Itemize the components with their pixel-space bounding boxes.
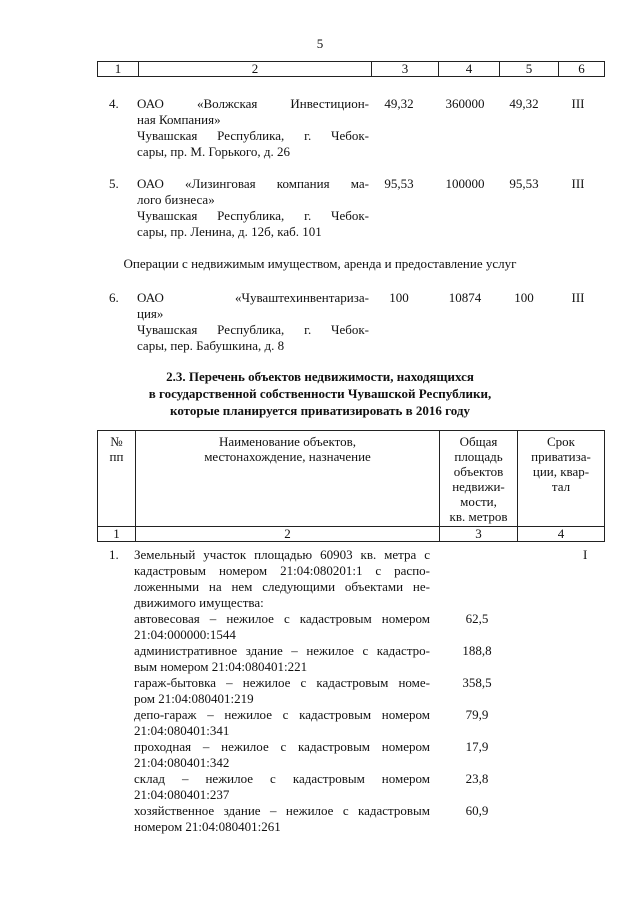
description-line: Чувашская Республика, г. Чебок- — [137, 208, 369, 223]
description-line: сары, пр. М. Горького, д. 26 — [137, 144, 291, 159]
quarter-value: I — [583, 547, 588, 562]
description-line: ОАО «Волжская Инвестицион- — [137, 96, 369, 111]
col-number: 3 — [372, 62, 439, 77]
description-line: ОАО «Чуваштехинвентаризa- — [137, 290, 369, 305]
col-number: 4 — [518, 527, 605, 542]
header-number: № пп — [98, 431, 136, 527]
cell-value: III — [571, 290, 585, 305]
cell-value: 100000 — [445, 176, 485, 191]
cell-value: III — [571, 176, 585, 191]
description-line: сары, пр. Ленина, д. 12б, каб. 101 — [137, 224, 322, 239]
heading-line: в государственной собственности Чувашской Республики, — [148, 386, 492, 401]
cell-value: 49,32 — [384, 96, 414, 111]
object-area: 188,8 — [462, 643, 492, 658]
header-term: Срок приватиза- ции, квар- тал — [518, 431, 605, 527]
object-item: проходная – нежилое с кадастровым номером 21:04:080401:342 — [134, 739, 430, 770]
cell-value: III — [571, 96, 585, 111]
row-number: 6. — [109, 290, 119, 305]
description-line: ОАО «Лизинговая компания ма- — [137, 176, 369, 191]
object-area: 23,8 — [465, 771, 489, 786]
company-description — [137, 96, 369, 160]
col-number: 5 — [500, 62, 559, 77]
company-description — [137, 290, 369, 354]
description-line: ция» — [137, 306, 164, 321]
table2-header — [97, 430, 605, 542]
object-area: 62,5 — [465, 611, 489, 626]
section-heading — [0, 368, 640, 419]
object-area: 60,9 — [465, 803, 489, 818]
object-item: хозяйственное здание – нежилое с кадастровым номером 21:04:080401:261 — [134, 803, 430, 834]
col-number: 2 — [136, 527, 440, 542]
object-area: 79,9 — [465, 707, 489, 722]
col-number: 4 — [439, 62, 500, 77]
col-number: 6 — [559, 62, 605, 77]
col-number: 1 — [98, 62, 139, 77]
description-line: сары, пер. Бабушкина, д. 8 — [137, 338, 285, 353]
header-area: Общая площадь объектов недвижи- мости, кв. метров — [440, 431, 518, 527]
cell-value: 95,53 — [384, 176, 414, 191]
row-number: 5. — [109, 176, 119, 191]
section-label: Операции с недвижимым имуществом, аренда и предоставление услуг — [123, 256, 517, 271]
cell-value: 95,53 — [509, 176, 539, 191]
col-number: 2 — [139, 62, 372, 77]
object-item: депо-гараж – нежилое с кадастровым номером 21:04:080401:341 — [134, 707, 430, 738]
row-number: 4. — [109, 96, 119, 111]
heading-line: 2.3. Перечень объектов недвижимости, находящихся — [166, 369, 474, 384]
land-plot-description: Земельный участок площадью 60903 кв. метра с кадастровым номером 21:04:080201:1 с распо- ложенными на нем следующими объектами не- движимого имущества: — [134, 547, 430, 610]
object-item: административное здание – нежилое с кадастро- вым номером 21:04:080401:221 — [134, 643, 430, 674]
object-item: автовесовая – нежилое с кадастровым номером 21:04:000000:1544 — [134, 611, 430, 642]
description-line: Чувашская Республика, г. Чебок- — [137, 322, 369, 337]
object-area: 358,5 — [462, 675, 492, 690]
description-line: лого бизнеса» — [137, 192, 215, 207]
cell-value: 360000 — [445, 96, 485, 111]
heading-line: которые планируется приватизировать в 2016 году — [170, 403, 470, 418]
cell-value: 10874 — [448, 290, 482, 305]
table1-column-numbers — [97, 61, 605, 77]
object-item: склад – нежилое с кадастровым номером 21:04:080401:237 — [134, 771, 430, 802]
description-line: ная Компания» — [137, 112, 221, 127]
object-area: 17,9 — [465, 739, 489, 754]
col-number: 1 — [98, 527, 136, 542]
page-number: 5 — [316, 36, 324, 51]
cell-value: 49,32 — [509, 96, 539, 111]
object-item: гараж-бытовка – нежилое с кадастровым номе- ром 21:04:080401:219 — [134, 675, 430, 706]
description-line: Чувашская Республика, г. Чебок- — [137, 128, 369, 143]
col-number: 3 — [440, 527, 518, 542]
cell-value: 100 — [389, 290, 409, 305]
header-name: Наименование объектов, местонахождение, назначение — [136, 431, 440, 527]
row-number: 1. — [109, 547, 119, 562]
company-description — [137, 176, 369, 240]
cell-value: 100 — [514, 290, 534, 305]
